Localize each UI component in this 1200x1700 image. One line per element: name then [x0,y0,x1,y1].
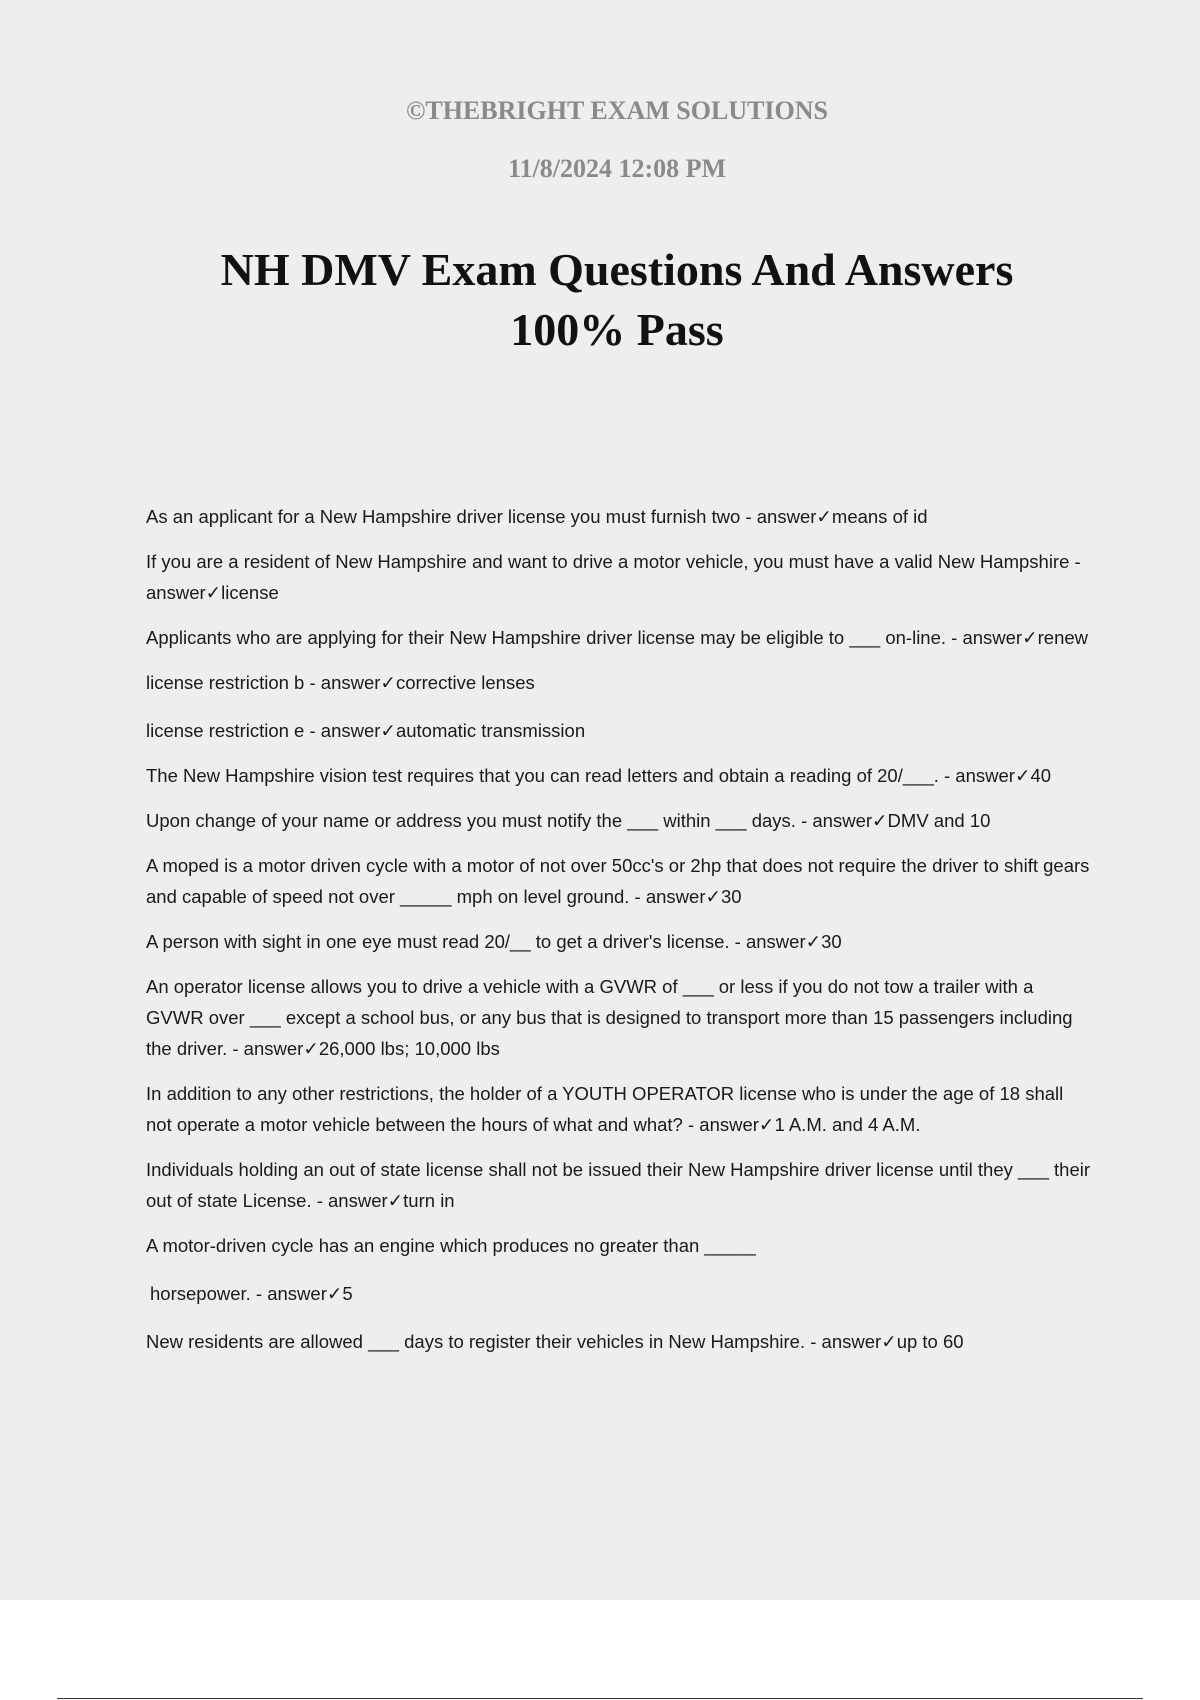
qa-list [146,501,1091,1371]
document-title [0,240,1200,360]
qa-item [146,805,1091,836]
check-icon: ✓ [205,582,222,603]
qa-question: A person with sight in one eye must read 20/__ to get a driver's license. - answer [146,931,806,952]
check-icon: ✓ [816,506,832,527]
check-icon: ✓ [705,886,722,907]
qa-item [146,1278,1091,1309]
qa-question: Individuals holding an out of state license shall not be issued their New Hampshire driver license until they ___ their out of state License. - answer [146,1159,1091,1211]
qa-question: An operator license allows you to drive a vehicle with a GVWR of ___ or less if you do not tow a trailer with a GVWR over ___ except a school bus, or any bus that is designed to transport more than 15 passengers including the driver. - answer [146,976,1073,1059]
qa-question: If you are a resident of New Hampshire and want to drive a motor vehicle, you must have a valid New Hampshire - answer [146,551,1081,603]
qa-answer: means of id [831,506,928,527]
qa-question: New residents are allowed ___ days to register their vehicles in New Hampshire. - answer [146,1331,882,1352]
qa-item [146,1326,1091,1357]
qa-answer: automatic transmission [395,720,586,741]
qa-item [146,715,1091,746]
qa-question: A moped is a motor driven cycle with a motor of not over 50cc's or 2hp that does not require the driver to shift gears and capable of speed not over _____ mph on level ground. - answer [146,855,1090,907]
qa-item [146,926,1091,957]
qa-answer: license [221,582,279,603]
qa-item [146,667,1091,698]
qa-item [146,622,1091,653]
qa-item [146,850,1091,912]
title-line-2: 100% Pass [510,304,724,355]
check-icon: ✓ [1022,627,1038,648]
qa-answer: renew [1037,627,1089,648]
qa-item [146,760,1091,791]
qa-answer: corrective lenses [395,672,535,693]
qa-question: horsepower. - answer [150,1283,327,1304]
qa-item [146,1154,1091,1216]
qa-item [146,501,1091,532]
qa-answer: turn in [403,1190,455,1211]
qa-item [146,971,1091,1064]
check-icon: ✓ [1014,765,1031,786]
qa-question: Upon change of your name or address you must notify the ___ within ___ days. - answer [146,810,873,831]
qa-question: Applicants who are applying for their New Hampshire driver license may be eligible to ___ on-line. - answer [146,627,1023,648]
qa-item [146,546,1091,608]
qa-answer: 5 [342,1283,353,1304]
qa-answer: 1 A.M. and 4 A.M. [774,1114,921,1135]
check-icon: ✓ [303,1038,319,1059]
check-icon: ✓ [872,810,888,831]
qa-question: In addition to any other restrictions, the holder of a YOUTH OPERATOR license who is under the age of 18 shall not operate a motor vehicle between the hours of what and what? - answer [146,1083,1064,1135]
title-line-1: NH DMV Exam Questions And Answers [220,244,1014,295]
qa-question: license restriction e - answer [146,720,381,741]
qa-answer: 30 [821,931,842,952]
qa-answer: up to 60 [896,1331,964,1352]
qa-question: As an applicant for a New Hampshire driver license you must furnish two - answer [146,506,817,527]
qa-answer: 30 [721,886,742,907]
check-icon: ✓ [326,1283,343,1304]
timestamp-header: 11/8/2024 12:08 PM [507,154,727,183]
check-icon: ✓ [380,720,396,741]
qa-item [146,1230,1091,1261]
qa-question: license restriction b - answer [146,672,381,693]
check-icon: ✓ [387,1190,404,1211]
check-icon: ✓ [881,1331,897,1352]
footer-divider [57,1698,1143,1699]
qa-answer: 26,000 lbs; 10,000 lbs [318,1038,500,1059]
qa-item [146,1078,1091,1140]
check-icon: ✓ [758,1114,775,1135]
check-icon: ✓ [805,931,822,952]
watermark-header: ©THEBRIGHT EXAM SOLUTIONS [405,96,829,125]
qa-question: A motor-driven cycle has an engine which produces no greater than _____ [146,1235,756,1256]
qa-answer: DMV and 10 [887,810,991,831]
check-icon: ✓ [380,672,396,693]
qa-answer: 40 [1030,765,1052,786]
qa-question: The New Hampshire vision test requires that you can read letters and obtain a reading of 20/___. - answer [146,765,1015,786]
